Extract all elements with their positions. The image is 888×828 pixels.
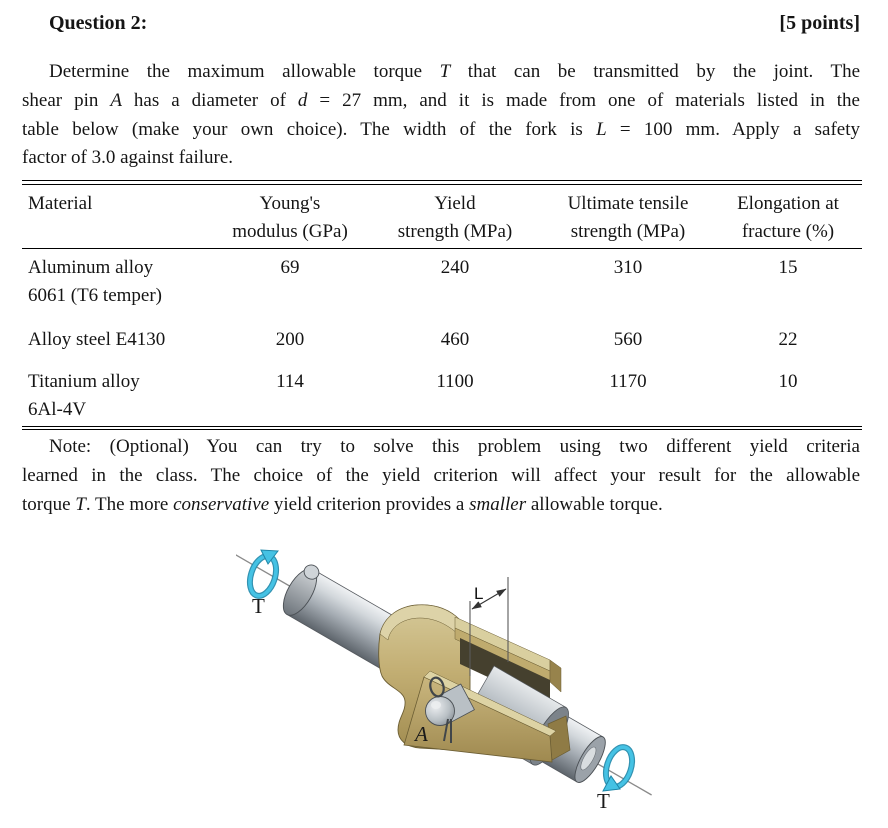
joint-figure-svg [236,544,666,814]
cell-uts: 560 [613,328,643,350]
note-line: torque T. The more conservative yield criterion provides a smaller allowable torque. [22,493,663,515]
cell-yield: 1100 [436,370,474,392]
note-paragraph [22,433,860,519]
col-header-uts: Ultimate tensile strength (MPa) [542,185,714,249]
intro-line: factor of 3.0 against failure. [22,147,234,169]
intro-line: table below (make your own choice). The width of the fork is L = 100 mm. Apply a safety [22,118,861,140]
cell-elongation: 10 [778,370,798,392]
torque-right-label: T [597,789,610,813]
table-bottom-rule [22,426,862,431]
note-line: learned in the class. The choice of the yield criterion will affect your result for the allowable [22,464,860,486]
intro-line: Determine the maximum allowable torque T that can be transmitted by the joint. The [49,61,860,82]
cell-material: Titanium alloy 6Al-4V [28,370,140,420]
col-header-material: Material [22,185,212,249]
heading-row [22,12,860,35]
intro-line: shear pin A has a diameter of d = 27 mm, and it is made from one of materials listed in the [22,89,860,111]
cell-elongation: 15 [778,256,798,278]
cell-elongation: 22 [778,328,798,350]
question-title: Question 2: [49,12,148,34]
table-row [22,368,862,426]
cell-yield: 240 [440,256,470,278]
width-label: L [474,584,484,603]
cell-youngs: 69 [280,256,300,278]
cell-youngs: 114 [276,370,304,392]
table-row [22,248,862,326]
col-header-yield: Yield strength (MPa) [368,185,542,249]
col-header-youngs: Young's modulus (GPa) [212,185,368,249]
cell-youngs: 200 [275,328,305,350]
joint-figure [236,544,666,814]
cell-yield: 460 [440,328,470,350]
cell-material: Alloy steel E4130 [28,328,166,350]
cell-uts: 310 [613,256,643,278]
points-badge: [5 points] [779,12,860,34]
pin-label: A [415,722,428,746]
torque-left-label: T [252,594,265,618]
table-header-row [22,185,862,249]
pin-highlight [431,701,441,709]
upper-prong-end-face [550,660,561,692]
cell-uts: 1170 [609,370,647,392]
cell-material: Aluminum alloy 6061 (T6 temper) [28,256,163,306]
materials-table [22,180,862,430]
note-line: Note: (Optional) You can try to solve this problem using two different yield criteria [49,436,860,457]
torque-arrow-left-icon [245,550,280,599]
intro-paragraph [22,58,860,173]
table-row [22,326,862,368]
col-header-elongation: Elongation at fracture (%) [714,185,862,249]
